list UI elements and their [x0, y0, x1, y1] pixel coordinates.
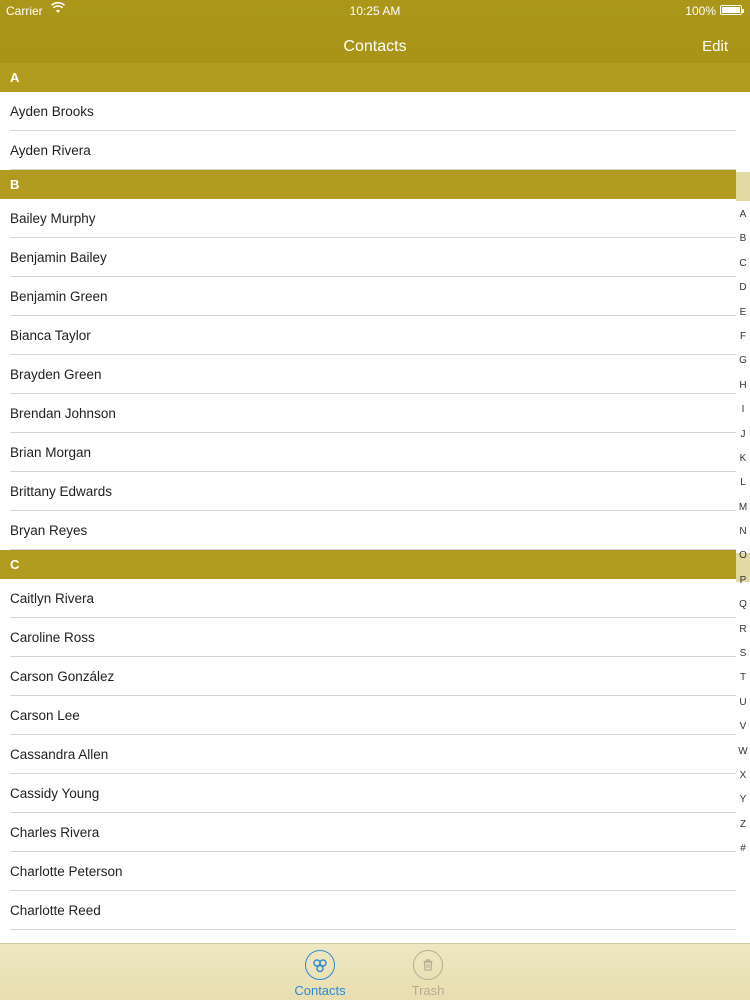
- contact-row[interactable]: Cassidy Young: [0, 774, 736, 813]
- contact-row[interactable]: Charlotte Peterson: [0, 852, 736, 891]
- index-letter[interactable]: T: [739, 672, 747, 684]
- tab-bar: [0, 943, 750, 1000]
- section-header: C: [0, 550, 736, 579]
- index-letter[interactable]: X: [739, 769, 747, 781]
- index-letter[interactable]: V: [739, 721, 747, 733]
- index-letter[interactable]: E: [739, 306, 747, 318]
- index-letter[interactable]: R: [739, 623, 747, 635]
- tab-trash[interactable]: [388, 950, 468, 998]
- contact-row[interactable]: Brittany Edwards: [0, 472, 736, 511]
- page-title: Contacts: [343, 38, 407, 55]
- index-letter[interactable]: H: [739, 379, 747, 391]
- carrier-label: Carrier: [6, 4, 43, 18]
- index-letter[interactable]: G: [739, 355, 747, 367]
- battery-percent: 100%: [685, 4, 716, 18]
- contacts-list[interactable]: [0, 63, 750, 943]
- index-letter[interactable]: L: [740, 477, 746, 489]
- index-letter[interactable]: J: [740, 428, 746, 440]
- index-letter[interactable]: U: [739, 696, 747, 708]
- status-bar: [0, 0, 750, 22]
- index-letter[interactable]: D: [739, 282, 747, 294]
- index-letter[interactable]: B: [739, 233, 747, 245]
- index-letter[interactable]: C: [739, 257, 747, 269]
- index-letter[interactable]: Q: [739, 599, 747, 611]
- navigation-bar: [0, 0, 750, 63]
- contact-row[interactable]: Benjamin Bailey: [0, 238, 736, 277]
- edit-button[interactable]: Edit: [702, 38, 728, 55]
- index-letter[interactable]: M: [738, 501, 748, 513]
- index-letter[interactable]: W: [738, 745, 748, 757]
- index-letter[interactable]: Y: [739, 794, 747, 806]
- tab-contacts-label: Contacts: [294, 983, 346, 998]
- index-letter[interactable]: A: [739, 209, 747, 220]
- index-letter[interactable]: O: [739, 550, 747, 562]
- trash-icon: [413, 950, 443, 980]
- contact-row[interactable]: Charles Rivera: [0, 813, 736, 852]
- contact-row[interactable]: Caroline Ross: [0, 618, 736, 657]
- contact-row[interactable]: Bryan Reyes: [0, 511, 736, 550]
- index-letter[interactable]: #: [740, 843, 746, 855]
- tab-contacts[interactable]: [280, 950, 360, 998]
- contact-row[interactable]: Cassandra Allen: [0, 735, 736, 774]
- contacts-icon: [305, 950, 335, 980]
- contact-row[interactable]: Carson González: [0, 657, 736, 696]
- contact-row[interactable]: Benjamin Green: [0, 277, 736, 316]
- contact-row[interactable]: Bailey Murphy: [0, 199, 736, 238]
- contact-row[interactable]: Carson Lee: [0, 696, 736, 735]
- tab-trash-label: Trash: [411, 983, 445, 998]
- section-header: B: [0, 170, 736, 199]
- contact-row[interactable]: Ayden Brooks: [0, 92, 736, 131]
- contact-row[interactable]: Bianca Taylor: [0, 316, 736, 355]
- contact-row[interactable]: Brian Morgan: [0, 433, 736, 472]
- battery-icon: [720, 5, 742, 15]
- contact-row[interactable]: Ayden Rivera: [0, 131, 736, 170]
- index-letter[interactable]: K: [739, 452, 747, 464]
- index-letter[interactable]: F: [739, 330, 747, 342]
- clock-label: 10:25 AM: [349, 4, 401, 18]
- index-letter[interactable]: P: [739, 574, 747, 586]
- contact-row[interactable]: Brayden Green: [0, 355, 736, 394]
- index-letter[interactable]: N: [739, 526, 747, 538]
- contact-row[interactable]: Caitlyn Rivera: [0, 579, 736, 618]
- section-index[interactable]: [736, 207, 750, 866]
- index-letter[interactable]: Z: [739, 818, 747, 830]
- contact-row[interactable]: Charlotte Reed: [0, 891, 736, 930]
- section-header: A: [0, 63, 750, 92]
- index-letter[interactable]: S: [739, 648, 747, 660]
- index-letter[interactable]: I: [741, 404, 745, 416]
- contact-row[interactable]: Brendan Johnson: [0, 394, 736, 433]
